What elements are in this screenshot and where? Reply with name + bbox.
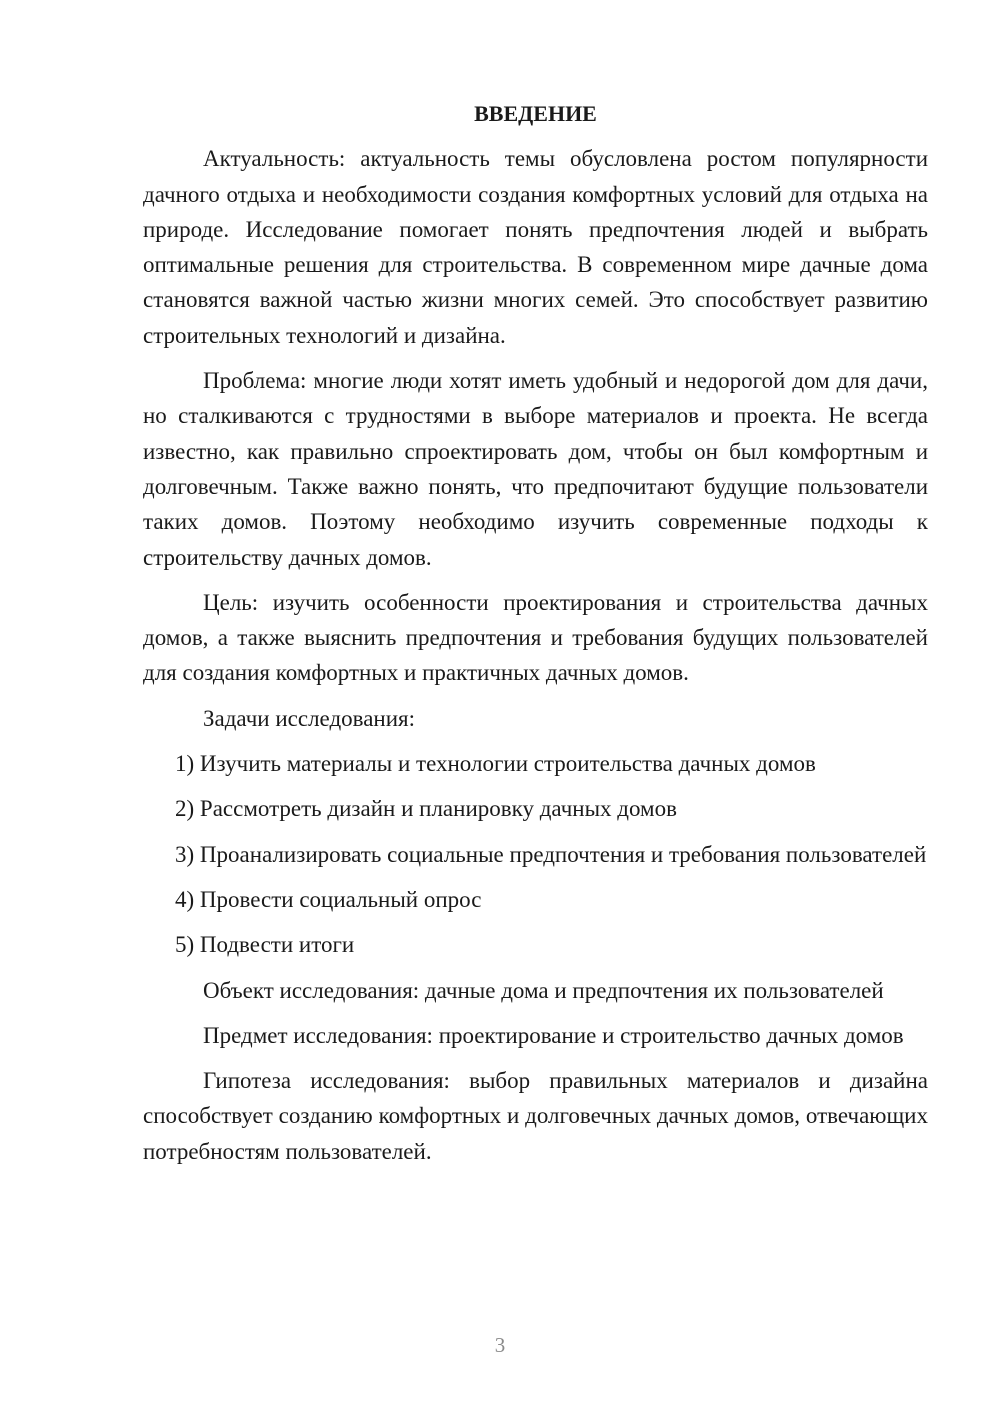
goal-paragraph: Цель: изучить особенности проектирования и строительства дачных домов, а также выяснить предпочтения и требования будущих пользователей для создания комфортных и практичных дачных домов. [143, 589, 928, 686]
section-title: ВВЕДЕНИЕ [474, 101, 597, 126]
relevance-paragraph: Актуальность: актуальность темы обусловлена ростом популярности дачного отдыха и необходимости создания комфортных условий для отдыха на природе. Исследование помогает понять предпочтения людей и выбрать оптимальные решения для строительства. В современном мире дачные дома становятся важной частью жизни многих семей. Это способствует развитию строительных технологий и дизайна. [143, 146, 928, 348]
object-paragraph: Объект исследования: дачные дома и предпочтения их пользователей [203, 977, 884, 1003]
task-item-1: 1) Изучить материалы и технологии строительства дачных домов [175, 751, 816, 777]
problem-paragraph: Проблема: многие люди хотят иметь удобный и недорогой дом для дачи, но сталкиваются с трудностями в выборе материалов и проекта. Не всегда известно, как правильно спроектировать дом, чтобы он был комфортным и долговечным. Также важно понять, что предпочитают будущие пользователи таких домов. Поэтому необходимо изучить современные подходы к строительству дачных домов. [143, 368, 928, 570]
document-page [143, 96, 928, 1179]
subject-paragraph: Предмет исследования: проектирование и строительство дачных домов [203, 1022, 904, 1048]
hypothesis-paragraph: Гипотеза исследования: выбор правильных материалов и дизайна способствует созданию комфортных и долговечных дачных домов, отвечающих потребностям пользователей. [143, 1068, 928, 1164]
page-number: 3 [494, 1333, 506, 1357]
task-item-3: 3) Проанализировать социальные предпочтения и требования пользователей [175, 841, 927, 867]
task-item-5: 5) Подвести итоги [175, 932, 355, 958]
tasks-heading: Задачи исследования: [203, 705, 416, 731]
task-item-4: 4) Провести социальный опрос [175, 886, 482, 912]
task-item-2: 2) Рассмотреть дизайн и планировку дачных домов [175, 796, 677, 822]
